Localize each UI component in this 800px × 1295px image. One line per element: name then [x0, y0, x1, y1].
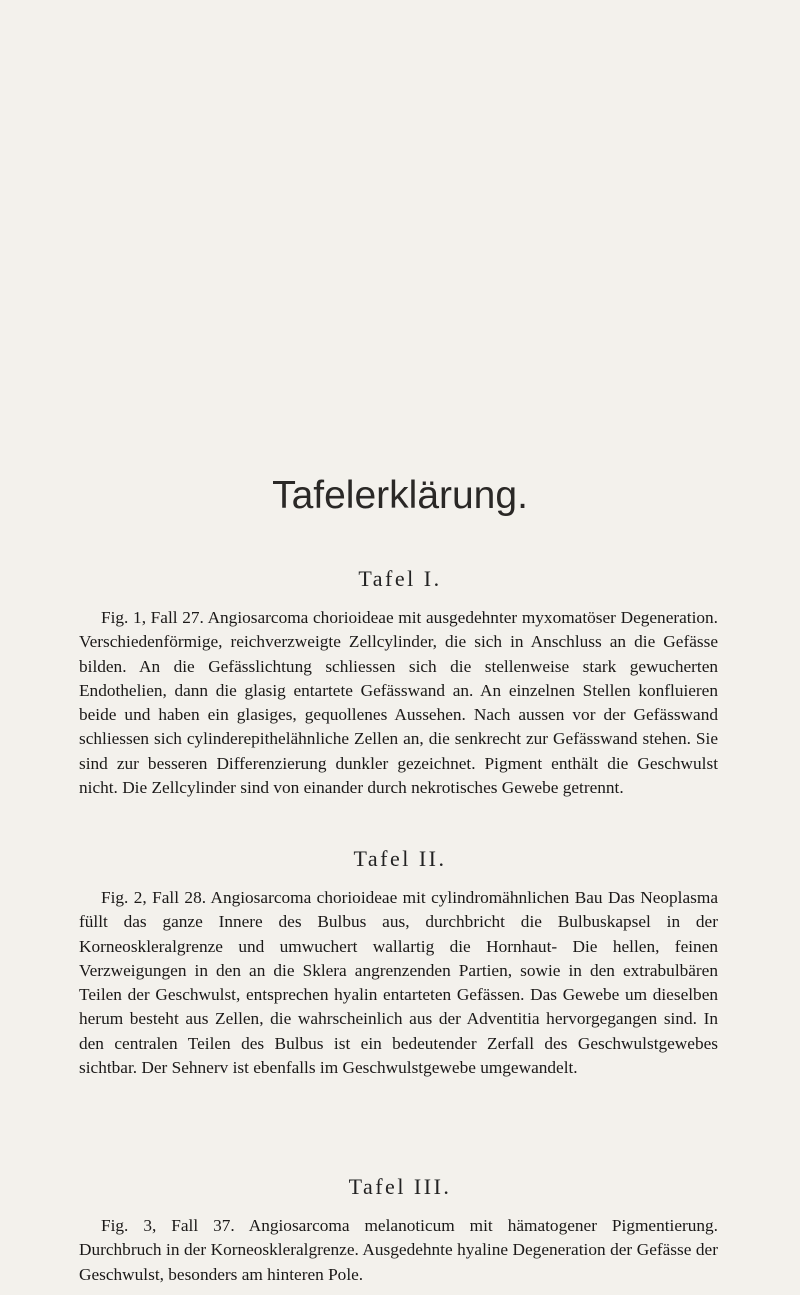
plate-section-3: [0, 1174, 800, 1287]
plate-section-1: [0, 566, 800, 800]
plate-description: Fig. 2, Fall 28. Angiosarcoma chorioideae mit cylindromähnlichen Bau Das Neoplasma füllt das ganze Innere des Bulbus aus, durchbricht die Bulbuskapsel in der Korneoskleralgrenze und umwuchert wallartig die Hornhaut- Die hellen, feinen Verzweigungen in den an die Sklera angrenzenden Partien, sowie in den extrabulbären Teilen der Geschwulst, entsprechen hyalin entarteten Gefässen. Das Gewebe um dieselben herum besteht aus Zellen, die wahrscheinlich aus der Adventitia hervorgegangen sind. In den centralen Teilen des Bulbus ist ein bedeutender Zerfall des Geschwulstgewebes sichtbar. Der Sehnerv ist ebenfalls im Geschwulstgewebe umgewandelt.: [79, 888, 718, 1078]
plate-description: Fig. 3, Fall 37. Angiosarcoma melanoticum mit hämatogener Pigmentierung. Durchbruch in der Korneoskleralgrenze. Ausgedehnte hyaline Degeneration der Gefässe der Geschwulst, besonders am hinteren Pole.: [79, 1216, 718, 1284]
plate-heading: Tafel I.: [358, 566, 442, 591]
plate-section-2: [0, 846, 800, 1080]
plate-heading: Tafel III.: [348, 1174, 452, 1199]
plate-heading: Tafel II.: [353, 846, 447, 871]
plate-description: Fig. 1, Fall 27. Angiosarcoma chorioideae mit ausgedehnter myxomatöser Degeneration. Verschiedenförmige, reichverzweigte Zellcylinder, die sich in Anschluss an die Gefässe bilden. An die Gefässlichtung schliessen sich die stellenweise stark gewucherten Endothelien, dann die glasig entartete Gefässwand an. An einzelnen Stellen konfluieren beide und haben ein glasiges, gequollenes Aussehen. Nach aussen vor der Gefässwand schliessen sich cylinderepithelähnliche Zellen an, die senkrecht zur Gefässwand stehen. Sie sind zur besseren Differenzierung dunkler gezeichnet. Pigment enthält die Geschwulst nicht. Die Zellcylinder sind von einander durch nekrotisches Gewebe getrennt.: [79, 608, 718, 798]
page-title: Tafelerklärung.: [272, 474, 528, 517]
